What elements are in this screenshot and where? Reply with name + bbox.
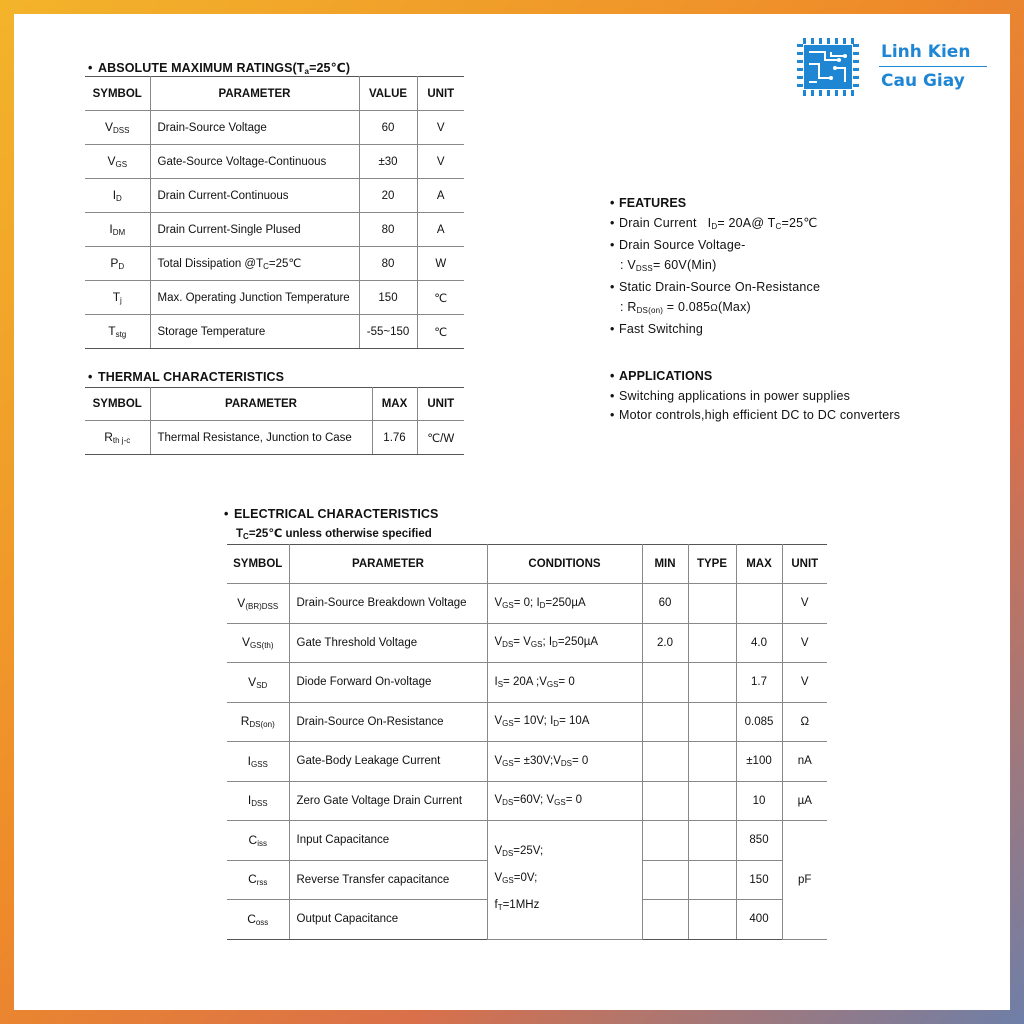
logo bbox=[795, 34, 861, 105]
unit-cell: V bbox=[782, 623, 827, 663]
feature-item: • Drain Current $I_D=$ 20A@ $T_C=25℃$ bbox=[610, 215, 818, 231]
max-cell bbox=[736, 584, 782, 624]
conditions-cell: $V_{GS}= 10V$; $I_D= 10A$ bbox=[487, 702, 642, 742]
symbol-cell: $I_{DM}$ bbox=[85, 213, 150, 247]
parameter-cell: Drain Current-Single Plused bbox=[150, 213, 359, 247]
type-cell bbox=[688, 584, 736, 624]
parameter-cell: Diode Forward On-voltage bbox=[289, 663, 487, 703]
col-header: MAX bbox=[372, 388, 417, 421]
min-cell bbox=[642, 742, 688, 782]
thermal-title: • THERMAL CHARACTERISTICS bbox=[88, 370, 285, 384]
table-row bbox=[85, 421, 464, 455]
table-header-row bbox=[85, 77, 464, 111]
col-header: UNIT bbox=[782, 545, 827, 584]
max-cell: 4.0 bbox=[736, 623, 782, 663]
conditions-cell bbox=[487, 821, 642, 940]
type-cell bbox=[688, 860, 736, 900]
col-header: UNIT bbox=[417, 77, 464, 111]
col-header: UNIT bbox=[417, 388, 464, 421]
max-cell: 10 bbox=[736, 781, 782, 821]
type-cell bbox=[688, 663, 736, 703]
symbol-cell: $C_{iss}$ bbox=[227, 821, 289, 861]
parameter-cell: Drain-Source Voltage bbox=[150, 111, 359, 145]
max-cell: 400 bbox=[736, 900, 782, 940]
brand-line-2: Cau Giay bbox=[881, 71, 965, 91]
parameter-cell: Zero Gate Voltage Drain Current bbox=[289, 781, 487, 821]
brand-divider bbox=[879, 66, 987, 67]
condition-line: $V_{GS}=0V$; bbox=[494, 872, 538, 886]
symbol-cell: $V_{SD}$ bbox=[227, 663, 289, 703]
features-title: • FEATURES bbox=[610, 196, 687, 210]
value-cell: -55~150 bbox=[359, 315, 417, 349]
value-cell: 80 bbox=[359, 213, 417, 247]
symbol-cell: $I_{GSS}$ bbox=[227, 742, 289, 782]
parameter-cell: Reverse Transfer capacitance bbox=[289, 860, 487, 900]
feature-detail: : $V_{DSS}= 60V(Min)$ bbox=[620, 257, 717, 273]
symbol-cell: $P_D$ bbox=[85, 247, 150, 281]
unit-cell: µA bbox=[782, 781, 827, 821]
symbol-cell: $C_{rss}$ bbox=[227, 860, 289, 900]
parameter-cell: Output Capacitance bbox=[289, 900, 487, 940]
table-row bbox=[85, 179, 464, 213]
unit-cell: V bbox=[782, 663, 827, 703]
brand-line-1: Linh Kien bbox=[881, 42, 971, 62]
applications-section bbox=[610, 367, 900, 426]
value-cell: 1.76 bbox=[372, 421, 417, 455]
parameter-cell: Gate Threshold Voltage bbox=[289, 623, 487, 663]
conditions-cell: $V_{DS}=60V$; $V_{GS}= 0$ bbox=[487, 781, 642, 821]
unit-cell: V bbox=[417, 145, 464, 179]
parameter-cell: Thermal Resistance, Junction to Case bbox=[150, 421, 372, 455]
parameter-cell: Gate-Body Leakage Current bbox=[289, 742, 487, 782]
max-cell: 1.7 bbox=[736, 663, 782, 703]
value-cell: ±30 bbox=[359, 145, 417, 179]
applications-title: • APPLICATIONS bbox=[610, 369, 713, 383]
symbol-cell: $T_j$ bbox=[85, 281, 150, 315]
feature-item: • Static Drain-Source On-Resistance bbox=[610, 280, 821, 294]
max-cell: 850 bbox=[736, 821, 782, 861]
min-cell bbox=[642, 900, 688, 940]
elec-table-body bbox=[227, 584, 827, 940]
parameter-cell: Drain Current-Continuous bbox=[150, 179, 359, 213]
conditions-cell: $V_{GS}=$ $\pm 30V;V_{DS}= 0$ bbox=[487, 742, 642, 782]
symbol-cell: $R_{DS(on)}$ bbox=[227, 702, 289, 742]
unit-cell: W bbox=[417, 247, 464, 281]
brand-name bbox=[881, 40, 987, 93]
feature-detail: : $R_{DS(on)} = 0.085\Omega(Max)$ bbox=[620, 299, 751, 315]
min-cell bbox=[642, 781, 688, 821]
value-cell: 80 bbox=[359, 247, 417, 281]
col-header: MAX bbox=[736, 545, 782, 584]
conditions-cell: $V_{GS}= 0$; $I_D=250\mu A$ bbox=[487, 584, 642, 624]
unit-cell: Ω bbox=[782, 702, 827, 742]
type-cell bbox=[688, 900, 736, 940]
table-row bbox=[227, 742, 827, 782]
table-header-row bbox=[85, 388, 464, 421]
max-cell: ±100 bbox=[736, 742, 782, 782]
type-cell bbox=[688, 702, 736, 742]
conditions-cell: $V_{DS}= V_{GS}$; $I_D=250\mu A$ bbox=[487, 623, 642, 663]
col-header: CONDITIONS bbox=[487, 545, 642, 584]
feature-item: • Drain Source Voltage- bbox=[610, 238, 746, 252]
symbol-cell: $I_D$ bbox=[85, 179, 150, 213]
unit-cell: ℃ bbox=[417, 281, 464, 315]
elec-title: • ELECTRICAL CHARACTERISTICS bbox=[224, 507, 439, 521]
table-row bbox=[85, 145, 464, 179]
col-header: SYMBOL bbox=[227, 545, 289, 584]
table-row bbox=[85, 281, 464, 315]
parameter-cell: Max. Operating Junction Temperature bbox=[150, 281, 359, 315]
min-cell: 60 bbox=[642, 584, 688, 624]
parameter-cell: Input Capacitance bbox=[289, 821, 487, 861]
col-header: PARAMETER bbox=[289, 545, 487, 584]
symbol-cell: $V_{GS(th)}$ bbox=[227, 623, 289, 663]
table-row bbox=[85, 111, 464, 145]
symbol-cell: $C_{oss}$ bbox=[227, 900, 289, 940]
symbol-cell: $I_{DSS}$ bbox=[227, 781, 289, 821]
amr-title: • ABSOLUTE MAXIMUM $RATINGS(T_a=25℃)$ bbox=[88, 61, 351, 76]
table-header-row bbox=[227, 545, 827, 584]
unit-cell: V bbox=[782, 584, 827, 624]
col-header: MIN bbox=[642, 545, 688, 584]
col-header: TYPE bbox=[688, 545, 736, 584]
table-row bbox=[227, 821, 827, 861]
max-cell: 0.085 bbox=[736, 702, 782, 742]
condition-line: $V_{DS}=25V$; bbox=[494, 845, 544, 859]
max-cell: 150 bbox=[736, 860, 782, 900]
parameter-cell: Drain-Source On-Resistance bbox=[289, 702, 487, 742]
parameter-cell: Drain-Source Breakdown Voltage bbox=[289, 584, 487, 624]
table-row bbox=[85, 315, 464, 349]
min-cell bbox=[642, 702, 688, 742]
table-row bbox=[227, 584, 827, 624]
table-row bbox=[227, 702, 827, 742]
chip-logo-icon bbox=[795, 34, 861, 100]
unit-cell: ℃/W bbox=[417, 421, 464, 455]
symbol-cell: $T_{stg}$ bbox=[85, 315, 150, 349]
table-row bbox=[85, 247, 464, 281]
type-cell bbox=[688, 623, 736, 663]
value-cell: 20 bbox=[359, 179, 417, 213]
unit-cell: A bbox=[417, 213, 464, 247]
features-section bbox=[610, 194, 820, 340]
table-row bbox=[85, 213, 464, 247]
unit-cell: A bbox=[417, 179, 464, 213]
thermal-table bbox=[85, 387, 464, 455]
col-header: SYMBOL bbox=[85, 388, 150, 421]
unit-cell: pF bbox=[782, 821, 827, 940]
amr-table bbox=[85, 76, 464, 349]
parameter-cell: Gate-Source Voltage-Continuous bbox=[150, 145, 359, 179]
value-cell: 60 bbox=[359, 111, 417, 145]
elec-subtitle: $T_C=25℃$ unless otherwise specified bbox=[236, 528, 432, 541]
unit-cell: V bbox=[417, 111, 464, 145]
condition-line: $f_T=1MHz$ bbox=[494, 899, 540, 913]
unit-cell: nA bbox=[782, 742, 827, 782]
symbol-cell: $R_{th j-c}$ bbox=[85, 421, 150, 455]
symbol-cell: $V_{DSS}$ bbox=[85, 111, 150, 145]
min-cell bbox=[642, 821, 688, 861]
application-item: • Switching applications in power supplies bbox=[610, 388, 851, 403]
col-header: PARAMETER bbox=[150, 388, 372, 421]
parameter-cell: Storage Temperature bbox=[150, 315, 359, 349]
symbol-cell: $V_{GS}$ bbox=[85, 145, 150, 179]
type-cell bbox=[688, 781, 736, 821]
unit-cell: ℃ bbox=[417, 315, 464, 349]
datasheet-page bbox=[14, 14, 1010, 1010]
table-row bbox=[227, 623, 827, 663]
min-cell bbox=[642, 663, 688, 703]
symbol-cell: $V_{(BR)DSS}$ bbox=[227, 584, 289, 624]
type-cell bbox=[688, 821, 736, 861]
type-cell bbox=[688, 742, 736, 782]
feature-item: • Fast Switching bbox=[610, 322, 704, 336]
parameter-cell: Total Dissipation $@T_C=25℃$ bbox=[150, 247, 359, 281]
table-row bbox=[227, 663, 827, 703]
elec-table bbox=[227, 544, 827, 940]
min-cell: 2.0 bbox=[642, 623, 688, 663]
col-header: VALUE bbox=[359, 77, 417, 111]
col-header: SYMBOL bbox=[85, 77, 150, 111]
min-cell bbox=[642, 860, 688, 900]
application-item: • Motor controls,high efficient DC to DC converters bbox=[610, 408, 901, 422]
col-header: PARAMETER bbox=[150, 77, 359, 111]
conditions-cell: $I_S= 20A$ $;V_{GS}= 0$ bbox=[487, 663, 642, 703]
table-row bbox=[227, 781, 827, 821]
value-cell: 150 bbox=[359, 281, 417, 315]
